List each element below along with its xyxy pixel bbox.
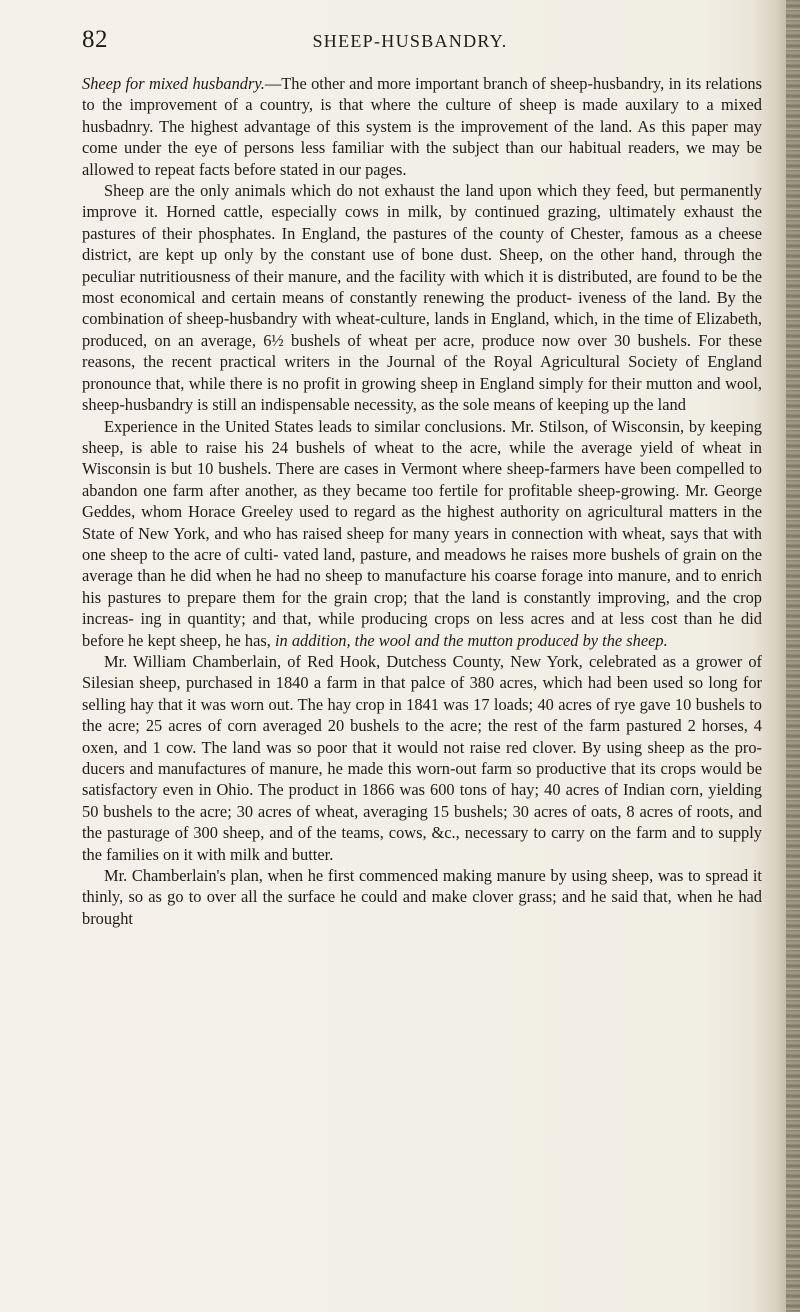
page-number: 82 (82, 26, 108, 53)
paragraph-text: Mr. William Chamberlain, of Red Hook, Dutchess County, New York, celebrated as a grower of Silesian sheep, purchased in 1840 a farm in that palce of 380 acres, which had been used so long for selling hay that it was worn out. The hay crop in 1841 was 17 loads; 40 acres of rye gave 10 bushels to the acre; 25 acres of corn averaged 20 bushels to the acre; the rest of the farm pastured 2 horses, 4 oxen, and 1 cow. The land was so poor that it would not raise red clover. By using sheep as the pro- ducers and manufactures of manure, he made this worn-out farm so productive that its crops would be satisfactory even in Ohio. The product in 1866 was 600 tons of hay; 40 acres of Indian corn, yielding 50 bushels to the acre; 30 acres of wheat, averaging 15 bushels; 30 acres of oats, 8 acres of roots, and the pasturage of 300 sheep, and of the teams, cows, &c., necessary to carry on the farm and to supply the families on it with milk and butter. (82, 651, 762, 864)
paragraph-text: Experience in the United States leads to similar conclusions. Mr. Stilson, of Wisconsin, by keeping sheep, is able to raise his 24 bushels of wheat to the acre, while the average yield of wheat in Wisconsin is but 10 bushels. There are cases in Vermont where sheep-farmers have been compelled to abandon one farm after another, as they became too fertile for profitable sheep-growing. Mr. George Geddes, whom Horace Greeley used to regard as the highest authority on agricultural matters in the State of New York, and who has raised sheep for many years in connection with wheat, says that with one sheep to the acre of culti- vated land, pasture, and meadows he raises more bushels of grain on the average than he did when he had no sheep to manufacture his coarse forage into manure, and to enrich his pastures to prepare them for the grain crop; that the land is constantly improving, and the crop increas- ing in quantity; and that, while producing crops on less acres and at less cost than he did before he kept sheep, he has, (82, 416, 762, 650)
paragraph (82, 651, 762, 865)
section-heading: Sheep for mixed husbandry. (82, 74, 265, 93)
paragraph (82, 73, 762, 180)
body-text (82, 73, 762, 929)
paragraph (82, 865, 762, 929)
paragraph-text: Mr. Chamberlain's plan, when he first commenced making manure by using sheep, was to spread it thinly, so as go to over all the surface he could and make clover grass; and he said that, when he had brought (82, 866, 762, 928)
running-head: SHEEP-HUSBANDRY. (312, 31, 508, 51)
italic-phrase: in addition, the wool and the mutton produced by the sheep. (274, 630, 668, 650)
paragraph (82, 180, 762, 415)
paragraph-text: Sheep are the only animals which do not exhaust the land upon which they feed, but permanently improve it. Horned cattle, especially cows in milk, by continued grazing, ultimately exhaust the pastures of their phosphates. In England, the pastures of the county of Chester, famous as a cheese district, are kept up only by the constant use of bone dust. Sheep, on the other hand, through the peculiar nutritiousness of their manure, and the facility with which it is distributed, are found to be the most economical and certain means of constantly renewing the product- iveness of the land. By the combination of sheep-husbandry with wheat-culture, lands in England, which, in the time of Elizabeth, produced, on an average, 6½ bushels of wheat per acre, produce now over 30 bushels. For these reasons, the recent practical writers in the Journal of the Royal Agricultural Society of England pronounce that, while there is no profit in growing sheep in England simply for their mutton and wool, sheep-husbandry is still an indispensable necessity, as the sole means of keeping up the land (82, 181, 762, 415)
page-edge-shadow (786, 0, 800, 1312)
page-header (70, 26, 750, 56)
paragraph (82, 416, 762, 651)
paragraph-text: —The other and more important branch of sheep-husbandry, in its relations to the improvement of a country, is that where the culture of sheep is made auxilary to a mixed husbadnry. The highest advantage of this system is the improvement of the land. As this paper may come under the eye of persons less familiar with the subject than our habitual readers, we may be allowed to repeat facts before stated in our pages. (82, 74, 762, 179)
